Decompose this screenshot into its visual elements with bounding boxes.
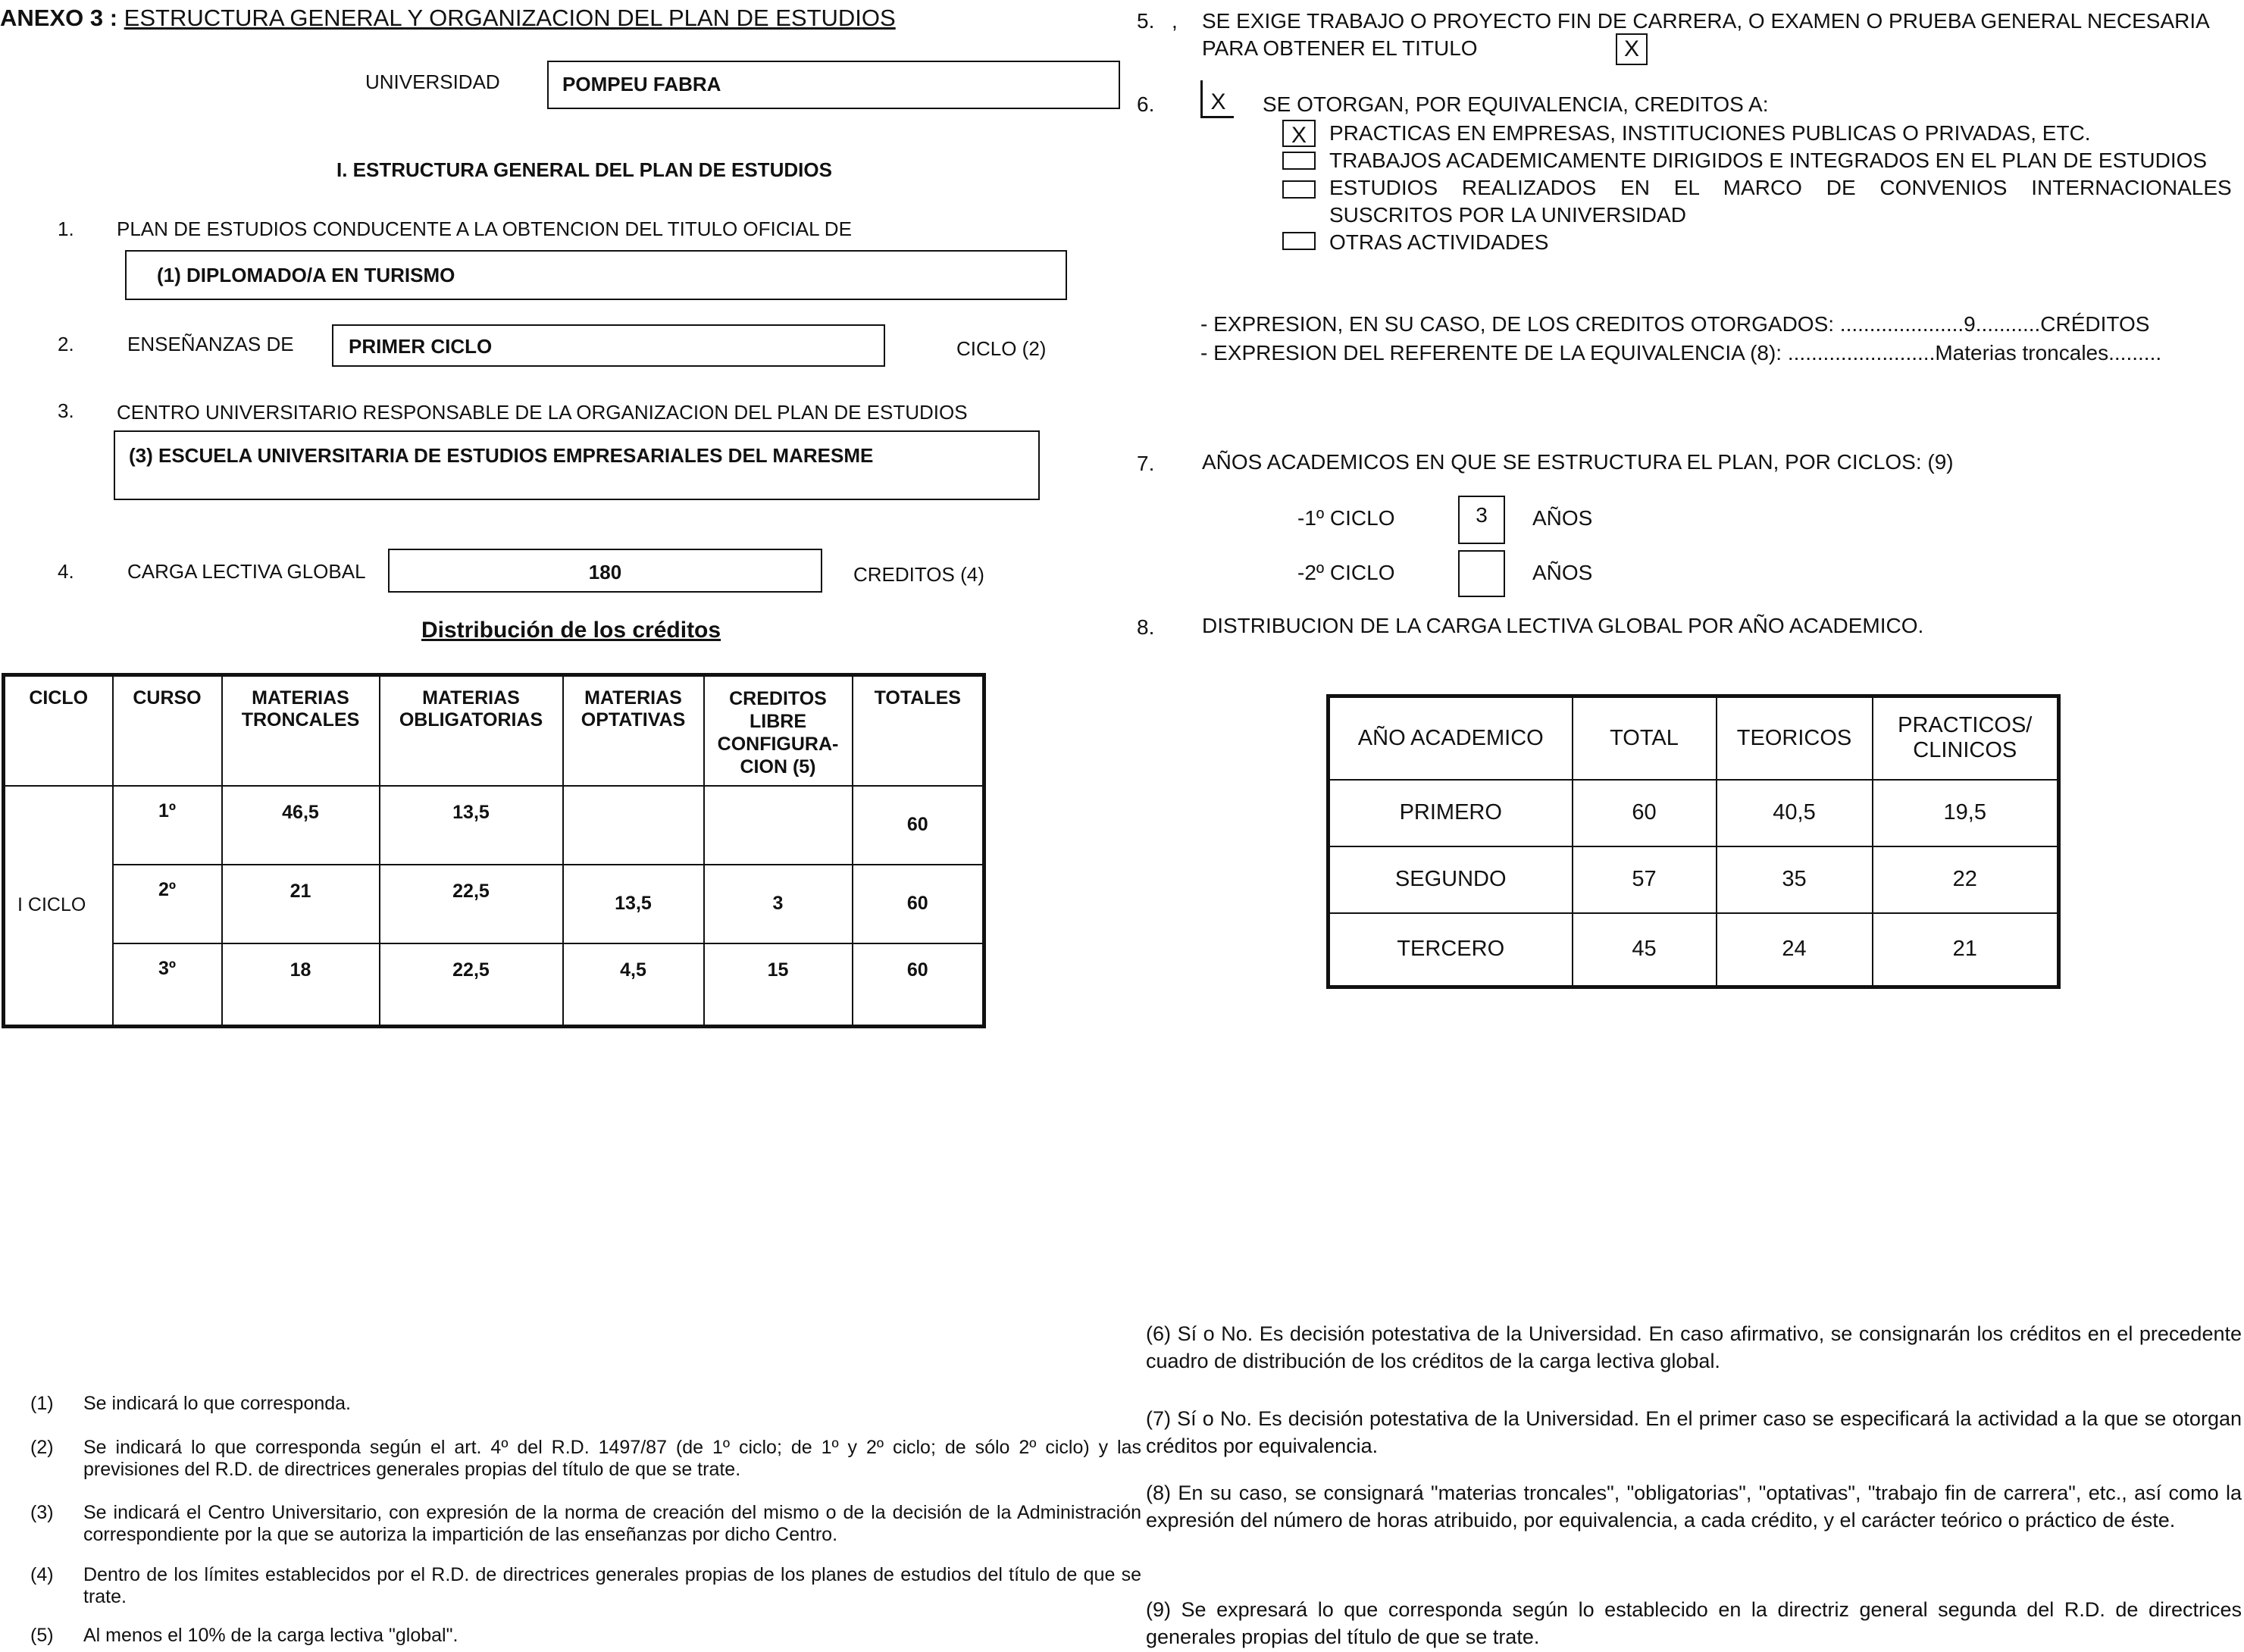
option-otras-label: OTRAS ACTIVIDADES: [1329, 230, 1549, 254]
header-ciclo-text: CICLO: [29, 687, 89, 709]
item-2-label: ENSEÑANZAS DE: [127, 333, 294, 355]
item-3-number: 3.: [58, 399, 74, 422]
table-row: [4, 786, 984, 865]
header-optativas: [563, 675, 704, 786]
totales-cell: 60: [853, 943, 984, 1027]
year-table: [1326, 694, 2061, 989]
troncales-cell: 18: [222, 943, 380, 1027]
footnote-9: (9) Se expresará lo que corresponda según lo establecido en la directriz general segunda del R.D. de directrices generales propias del título de que se trate.: [1146, 1598, 2242, 1648]
obligatorias-cell: 13,5: [380, 786, 563, 865]
cycle-2-label: -2º CICLO: [1297, 561, 1395, 584]
libre-cell: 15: [704, 943, 853, 1027]
cycle-value: PRIMER CICLO: [349, 335, 493, 358]
item-5-number: 5.: [1137, 9, 1155, 33]
cycle-field[interactable]: [332, 324, 885, 367]
item-1-label: PLAN DE ESTUDIOS CONDUCENTE A LA OBTENCION DEL TITULO OFICIAL DE: [117, 217, 852, 240]
item-4-number: 4.: [58, 560, 74, 583]
item-4-suffix: CREDITOS (4): [853, 563, 984, 586]
annex-title: [0, 6, 896, 30]
equivalence-mark: X: [1210, 89, 1226, 114]
footnote-5: [30, 1625, 1114, 1649]
cycle-1-years-value: 3: [1476, 503, 1488, 527]
university-value: POMPEU FABRA: [562, 73, 721, 95]
item-7-label: AÑOS ACADEMICOS EN QUE SE ESTRUCTURA EL PLAN, POR CICLOS: (9): [1202, 450, 1954, 474]
university-field[interactable]: [547, 61, 1120, 109]
totales-cell: 60: [853, 786, 984, 865]
header-year: [1329, 696, 1573, 780]
header-curso-text: CURSO: [133, 687, 202, 709]
center-value: (3) ESCUELA UNIVERSITARIA DE ESTUDIOS EMPRESARIALES DEL MARESME: [129, 444, 874, 467]
item-3-label: CENTRO UNIVERSITARIO RESPONSABLE DE LA ORGANIZACION DEL PLAN DE ESTUDIOS: [117, 401, 968, 424]
cycle-1-label: -1º CICLO: [1297, 506, 1395, 530]
footnote-2-text: Se indicará lo que corresponda según el art. 4º del R.D. 1497/87 (de 1º ciclo; de 1º y 2º ciclo; de sólo 2º ciclo) y las previsiones del R.D. de directrices generales propias del título de que se trate.: [83, 1437, 1141, 1480]
teoricos-cell: 40,5: [1717, 780, 1873, 846]
cycle-2-years-box[interactable]: [1458, 550, 1505, 597]
cycle-1-unit: AÑOS: [1532, 506, 1593, 530]
curso-cell: 1º: [113, 786, 222, 865]
footnote-3-text: Se indicará el Centro Universitario, con expresión de la norma de creación del mismo o de la decisión de la Administración correspondiente por la que se autoriza la impartición de las enseñanzas por dicho Centro.: [83, 1502, 1141, 1545]
totales-cell: 60: [853, 865, 984, 943]
item-2-suffix: CICLO (2): [956, 337, 1047, 360]
table-row: [1329, 780, 2059, 846]
table-row: [4, 943, 984, 1027]
header-teoricos: [1717, 696, 1873, 780]
year-cell: TERCERO: [1329, 913, 1573, 987]
item-1-number: 1.: [58, 217, 74, 240]
header-libre: [704, 675, 853, 786]
curso-cell: 3º: [113, 943, 222, 1027]
footnote-3-number: (3): [30, 1502, 54, 1523]
header-practicos: [1873, 696, 2059, 780]
header-libre-text: CREDITOS LIBRE CONFIGURA- CION (5): [717, 688, 839, 778]
expression-credits: - EXPRESION, EN SU CASO, DE LOS CREDITOS OTORGADOS: .....................9...........CRÉDITOS: [1200, 312, 2150, 336]
annex-label: ANEXO 3 :: [0, 5, 118, 31]
item-5-line2: PARA OBTENER EL TITULO: [1202, 36, 1478, 60]
option-estudios-label: ESTUDIOS REALIZADOS EN EL MARCO DE CONVENIOS INTERNACIONALES: [1329, 176, 2232, 199]
header-obligatorias-text: MATERIAS OBLIGATORIAS: [399, 687, 543, 731]
item-6-number: 6.: [1137, 92, 1155, 116]
item-2-number: 2.: [58, 333, 74, 355]
year-cell: PRIMERO: [1329, 780, 1573, 846]
option-practicas-checkbox[interactable]: [1282, 120, 1316, 147]
total-cell: 60: [1573, 780, 1717, 846]
year-cell: SEGUNDO: [1329, 846, 1573, 913]
optativas-cell: 13,5: [563, 865, 704, 943]
curso-cell: 2º: [113, 865, 222, 943]
expression-reference: - EXPRESION DEL REFERENTE DE LA EQUIVALENCIA (8): .........................Materias troncales.........: [1200, 341, 2162, 365]
option-practicas-label: PRACTICAS EN EMPRESAS, INSTITUCIONES PUBLICAS O PRIVADAS, ETC.: [1329, 121, 2091, 145]
optativas-cell: 4,5: [563, 943, 704, 1027]
troncales-cell: 46,5: [222, 786, 380, 865]
footnote-3: [30, 1502, 1141, 1549]
credits-table-title: Distribución de los créditos: [421, 618, 721, 643]
item-4-label: CARGA LECTIVA GLOBAL: [127, 560, 366, 583]
section-title: I. ESTRUCTURA GENERAL DEL PLAN DE ESTUDIOS: [336, 158, 832, 181]
footnote-1-text: Se indicará lo que corresponda.: [83, 1393, 352, 1414]
header-total: [1573, 696, 1717, 780]
final-project-mark: X: [1623, 36, 1639, 61]
option-trabajos-checkbox[interactable]: [1282, 152, 1316, 170]
practicos-cell: 22: [1873, 846, 2059, 913]
libre-cell: 3: [704, 865, 853, 943]
footnote-4-number: (4): [30, 1564, 54, 1585]
university-label: UNIVERSIDAD: [365, 70, 500, 93]
libre-cell: [704, 786, 853, 865]
practicos-cell: 19,5: [1873, 780, 2059, 846]
header-totales-text: TOTALES: [874, 687, 961, 709]
footnote-8: (8) En su caso, se consignará "materias troncales", "obligatorias", "optativas", "trabajo fin de carrera", etc., así como la expresión del número de horas atribuido, por equivalencia, a cada crédito, y el carácter teórico o práctico de éste.: [1146, 1481, 2242, 1532]
header-troncales-text: MATERIAS TRONCALES: [241, 687, 360, 731]
ciclo-cell: [4, 786, 113, 1027]
header-total-text: TOTAL: [1610, 725, 1679, 750]
item-5-line1: SE EXIGE TRABAJO O PROYECTO FIN DE CARRERA, O EXAMEN O PRUEBA GENERAL NECESARIA: [1202, 9, 2210, 33]
item-8-label: DISTRIBUCION DE LA CARGA LECTIVA GLOBAL POR AÑO ACADEMICO.: [1202, 614, 1924, 637]
header-ciclo: [4, 675, 113, 786]
obligatorias-cell: 22,5: [380, 943, 563, 1027]
credits-value: 180: [588, 561, 622, 584]
header-year-text: AÑO ACADEMICO: [1357, 725, 1544, 750]
header-teoricos-text: TEORICOS: [1736, 725, 1852, 750]
footnote-4: [30, 1564, 1141, 1611]
teoricos-cell: 35: [1717, 846, 1873, 913]
cycle-1-years-box[interactable]: [1458, 496, 1505, 544]
option-practicas-mark: X: [1291, 123, 1307, 148]
degree-field[interactable]: [125, 250, 1067, 300]
total-cell: 45: [1573, 913, 1717, 987]
final-project-checkbox[interactable]: [1616, 33, 1648, 65]
total-cell: 57: [1573, 846, 1717, 913]
header-totales: [853, 675, 984, 786]
item-7-number: 7.: [1137, 452, 1155, 475]
footnote-4-text: Dentro de los límites establecidos por el R.D. de directrices generales propias de los planes de estudios del título de que se trate.: [83, 1564, 1141, 1607]
credits-field[interactable]: [388, 549, 822, 593]
header-troncales: [222, 675, 380, 786]
option-estudios-checkbox[interactable]: [1282, 180, 1316, 199]
practicos-cell: 21: [1873, 913, 2059, 987]
header-obligatorias: [380, 675, 563, 786]
degree-value: (1) DIPLOMADO/A EN TURISMO: [157, 264, 455, 286]
item-8-number: 8.: [1137, 615, 1155, 639]
footnote-1-number: (1): [30, 1393, 54, 1414]
header-practicos-text: PRACTICOS/ CLINICOS: [1898, 713, 2033, 763]
obligatorias-cell: 22,5: [380, 865, 563, 943]
annex-title-text: ESTRUCTURA GENERAL Y ORGANIZACION DEL PLAN DE ESTUDIOS: [124, 5, 896, 31]
footnote-5-text: Al menos el 10% de la carga lectiva "global".: [83, 1625, 459, 1646]
ciclo-label: I CICLO: [17, 894, 86, 916]
optativas-cell: [563, 786, 704, 865]
footnote-1: [30, 1393, 1114, 1417]
footnote-6: (6) Sí o No. Es decisión potestativa de la Universidad. En caso afirmativo, se consignarán los créditos en el precedente cuadro de distribución de los créditos de la carga lectiva global.: [1146, 1322, 2242, 1372]
footnote-5-number: (5): [30, 1625, 54, 1646]
option-estudios-label-2: SUSCRITOS POR LA UNIVERSIDAD: [1329, 203, 1686, 227]
option-otras-checkbox[interactable]: [1282, 232, 1316, 250]
troncales-cell: 21: [222, 865, 380, 943]
footnote-2: [30, 1437, 1141, 1484]
credits-table: [2, 673, 986, 1028]
header-optativas-text: MATERIAS OPTATIVAS: [581, 687, 686, 731]
equivalence-checkbox[interactable]: [1200, 80, 1234, 118]
table-row: [1329, 913, 2059, 987]
footnote-7: (7) Sí o No. Es decisión potestativa de la Universidad. En el primer caso se especificará la actividad a la que se otorgan créditos por equivalencia.: [1146, 1407, 2242, 1457]
item-6-label: SE OTORGAN, POR EQUIVALENCIA, CREDITOS A:: [1263, 92, 1769, 116]
header-curso: [113, 675, 222, 786]
teoricos-cell: 24: [1717, 913, 1873, 987]
footnote-2-number: (2): [30, 1437, 54, 1458]
cycle-2-unit: AÑOS: [1532, 561, 1593, 584]
table-row: [4, 865, 984, 943]
option-trabajos-label: TRABAJOS ACADEMICAMENTE DIRIGIDOS E INTEGRADOS EN EL PLAN DE ESTUDIOS: [1329, 149, 2208, 172]
table-row: [1329, 846, 2059, 913]
item-5-comma: ,: [1172, 9, 1178, 33]
center-field[interactable]: [114, 430, 1040, 500]
